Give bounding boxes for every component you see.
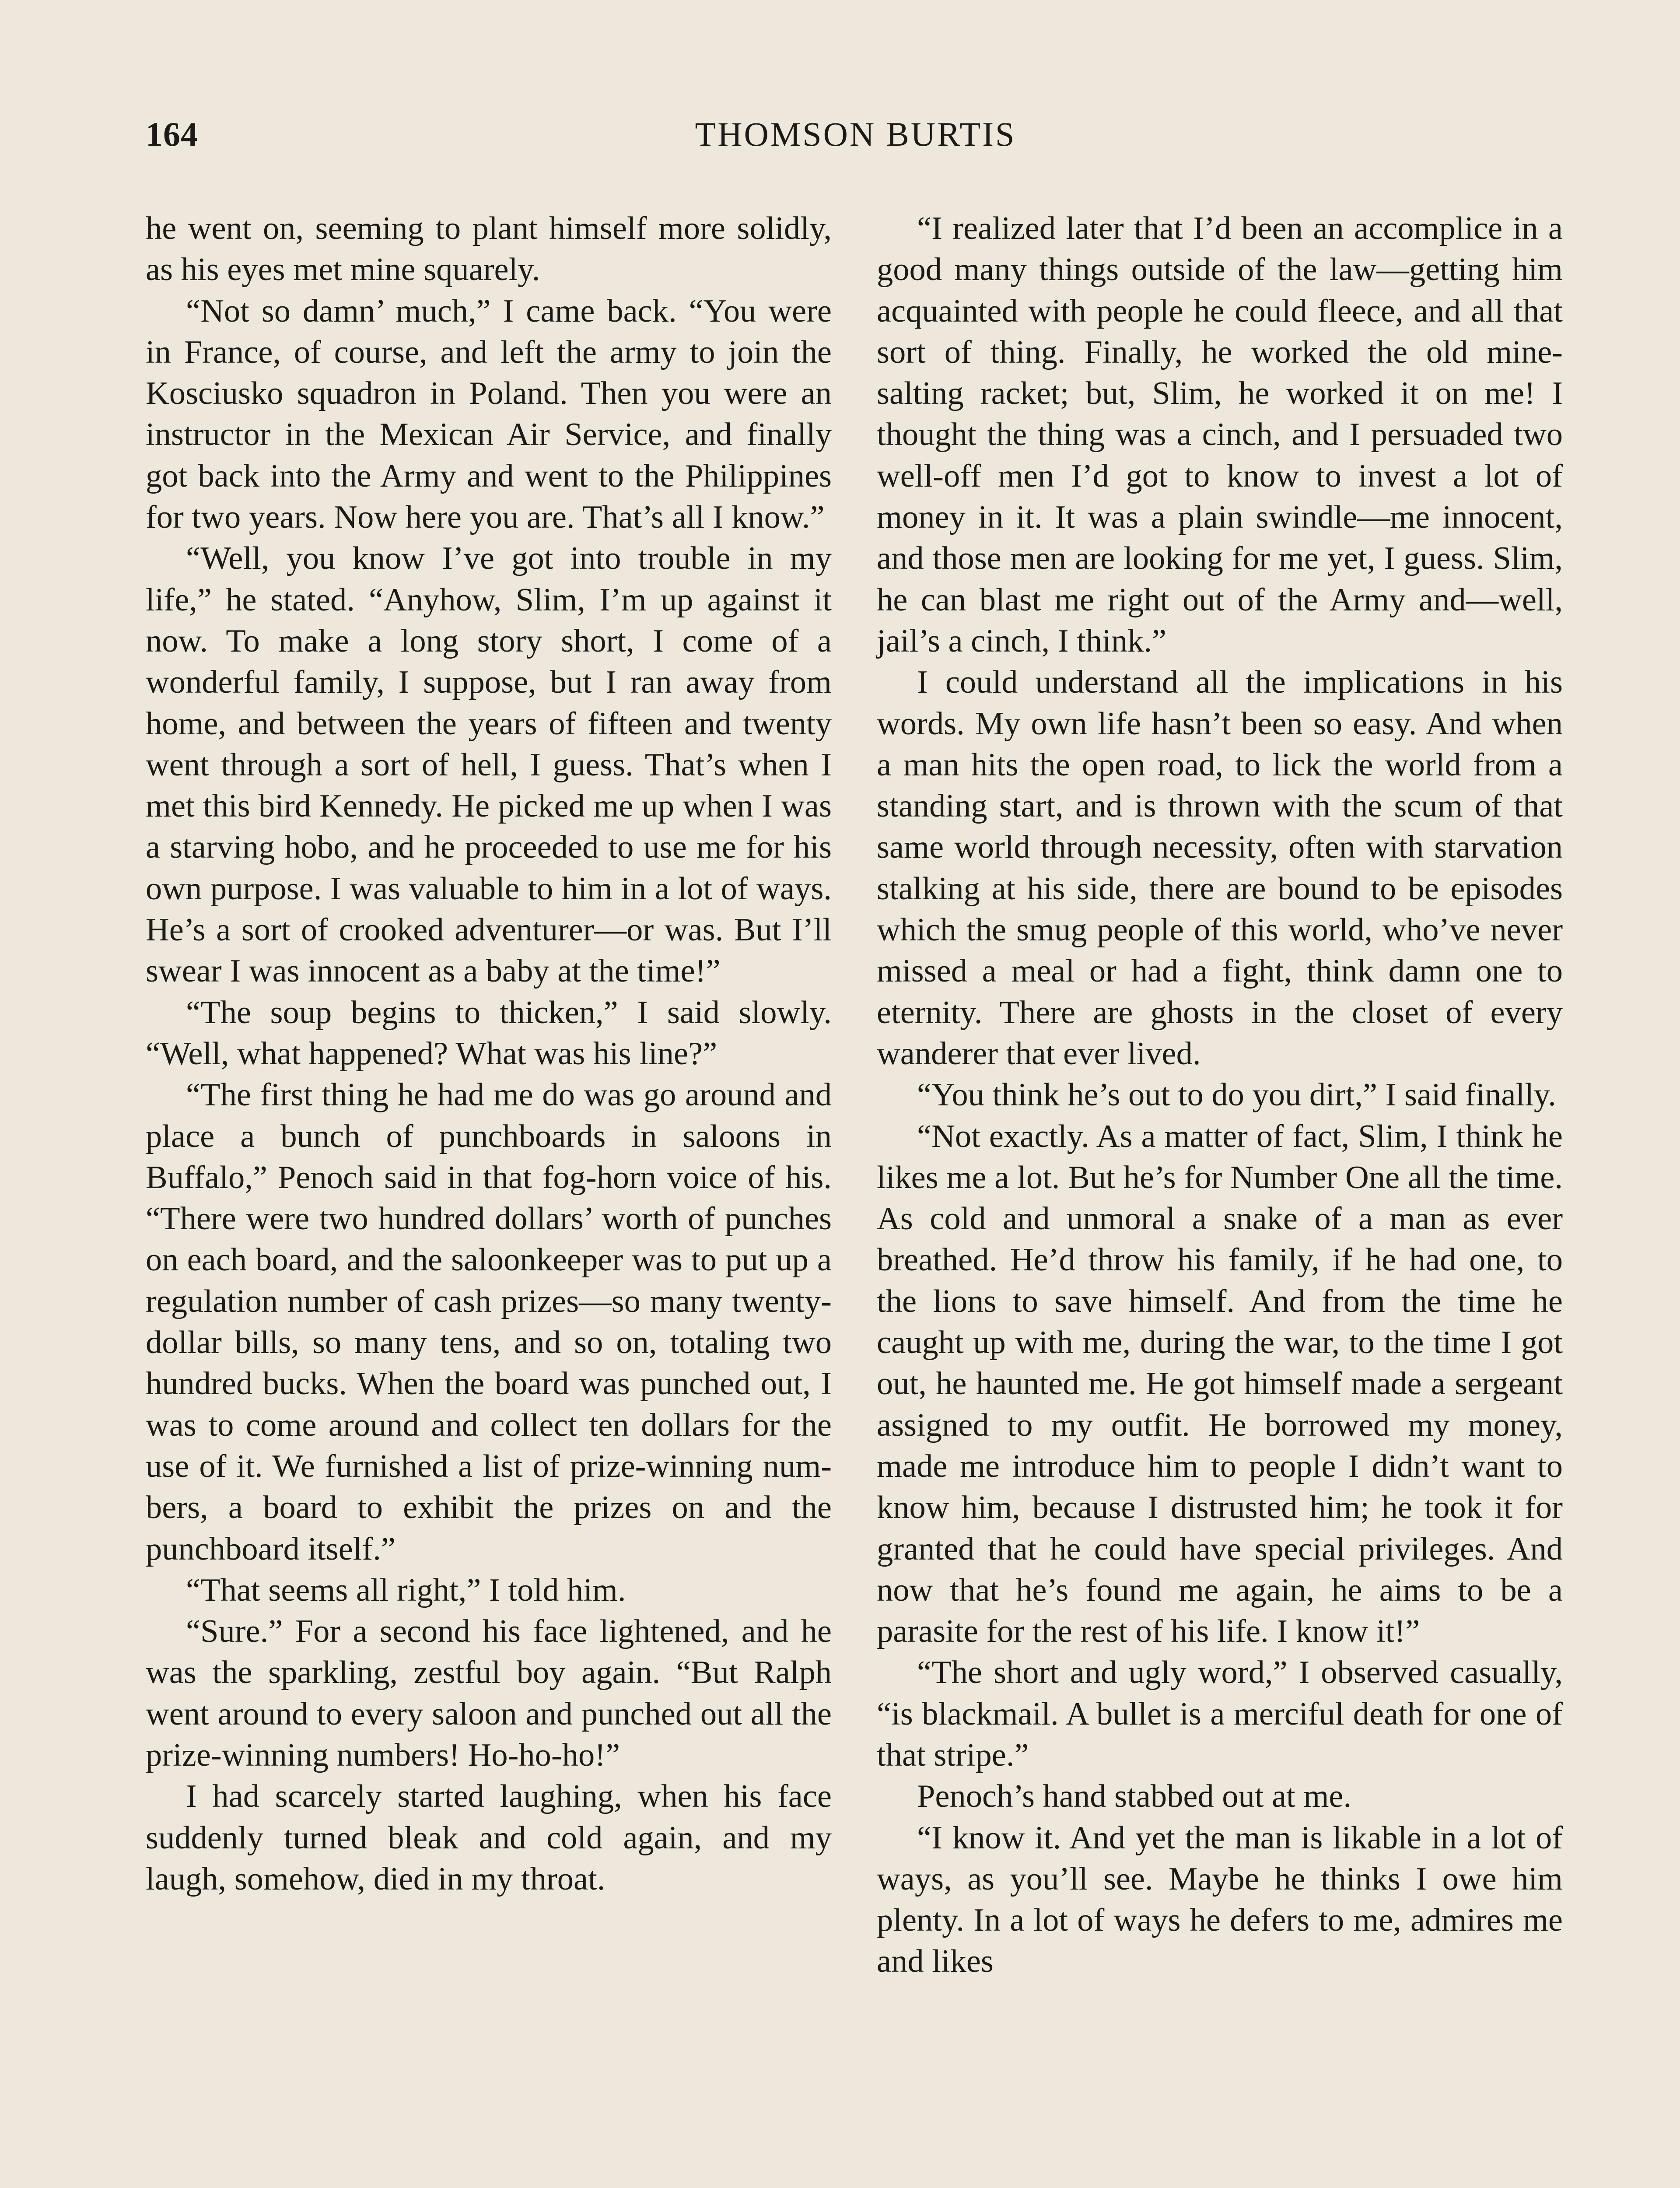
paragraph: “The short and ugly word,” I observed casually, “is blackmail. A bullet is a merciful death for one of that stripe.” <box>877 1655 1563 1773</box>
page-number: 164 <box>146 115 198 153</box>
paragraph: I had scarcely started laughing, when his face suddenly turned bleak and cold again, and my laugh, somehow, died in my throat. <box>146 1778 832 1897</box>
paragraph: he went on, seeming to plant himself more solidly, as his eyes met mine squarely. <box>146 210 832 288</box>
paragraph: “You think he’s out to do you dirt,” I said finally. <box>917 1077 1556 1113</box>
paragraph: “Sure.” For a second his face lightened, and he was the sparkling, zestful boy again. “But Ralph went around to every saloon and punched out all the prize-winning numbers! Ho-ho-ho!” <box>146 1613 832 1773</box>
paragraph: “I realized later that I’d been an accomplice in a good many things outside of the law—getting him acquainted with people he could fleece, and all that sort of thing. Finally, he worked the old mine-salting racket; but, Slim, he worked it on me! I thought the thing was a cinch, and I persuaded two well-off men I’d got to know to invest a lot of money in it. It was a plain swindle—me innocent, and those men are looking for me yet, I guess. Slim, he can blast me right out of the Army and—well, jail’s a cinch, I think.” <box>877 210 1563 659</box>
paragraph: “Well, you know I’ve got into trouble in my life,” he stated. “Anyhow, Slim, I’m up against it now. To make a long story short, I come of a wonderful family, I suppose, but I ran away from home, and between the years of fifteen and twenty went through a sort of hell, I guess. That’s when I met this bird Kennedy. He picked me up when I was a starving hobo, and he proceeded to use me for his own purpose. I was valuable to him in a lot of ways. He’s a sort of crooked adventurer—or was. But I’ll swear I was innocent as a baby at the time!” <box>146 540 832 989</box>
paragraph: “That seems all right,” I told him. <box>186 1572 626 1608</box>
paragraph: “The first thing he had me do was go around and place a bunch of punchboards in saloons in Buffalo,” Penoch said in that fog-horn voice of his. “There were two hundred dollars’ worth of punches on each board, and the saloonkeeper was to put up a regulation number of cash prizes—so many twenty-dollar bills, so many tens, and so on, totaling two hundred bucks. When the board was punched out, I was to come around and collect ten dollars for the use of it. We furnished a list of prize-winning numbers, a board to exhibit the prizes on and the punchboard itself.” <box>146 1077 832 1567</box>
paragraph: “The soup begins to thicken,” I said slowly. “Well, what happened? What was his line?” <box>146 994 832 1072</box>
left-column <box>146 208 832 1900</box>
paragraph: Penoch’s hand stabbed out at me. <box>917 1778 1352 1815</box>
paragraph: “Not so damn’ much,” I came back. “You were in France, of course, and left the army to join the Kosciusko squadron in Poland. Then you were an instructor in the Mexican Air Service, and finally got back into the Army and went to the Philippines for two years. Now here you are. That’s all I know.” <box>146 293 832 536</box>
paragraph: “Not exactly. As a matter of fact, Slim, I think he likes me a lot. But he’s for Number One all the time. As cold and unmoral a snake of a man as ever breathed. He’d throw his family, if he had one, to the lions to save himself. And from the time he caught up with me, during the war, to the time I got out, he haunted me. He got himself made a sergeant assigned to my outfit. He borrowed my money, made me introduce him to people I didn’t want to know him, because I distrusted him; he took it for granted that he could have special privileges. And now that he’s found me again, he aims to be a parasite for the rest of his life. I know it!” <box>877 1118 1563 1650</box>
right-column <box>877 208 1563 1982</box>
paragraph: “I know it. And yet the man is likable in a lot of ways, as you’ll see. Maybe he thinks I owe him plenty. In a lot of ways he defers to me, admires me and likes <box>877 1820 1563 1980</box>
running-head: THOMSON BURTIS <box>695 115 1016 153</box>
paragraph: I could understand all the implications in his words. My own life hasn’t been so easy. And when a man hits the open road, to lick the world from a standing start, and is thrown with the scum of that same world through necessity, often with starvation stalking at his side, there are bound to be episodes which the smug people of this world, who’ve never missed a meal or had a fight, think damn one to eternity. There are ghosts in the closet of every wanderer that ever lived. <box>877 664 1563 1072</box>
page-header <box>146 115 1565 163</box>
